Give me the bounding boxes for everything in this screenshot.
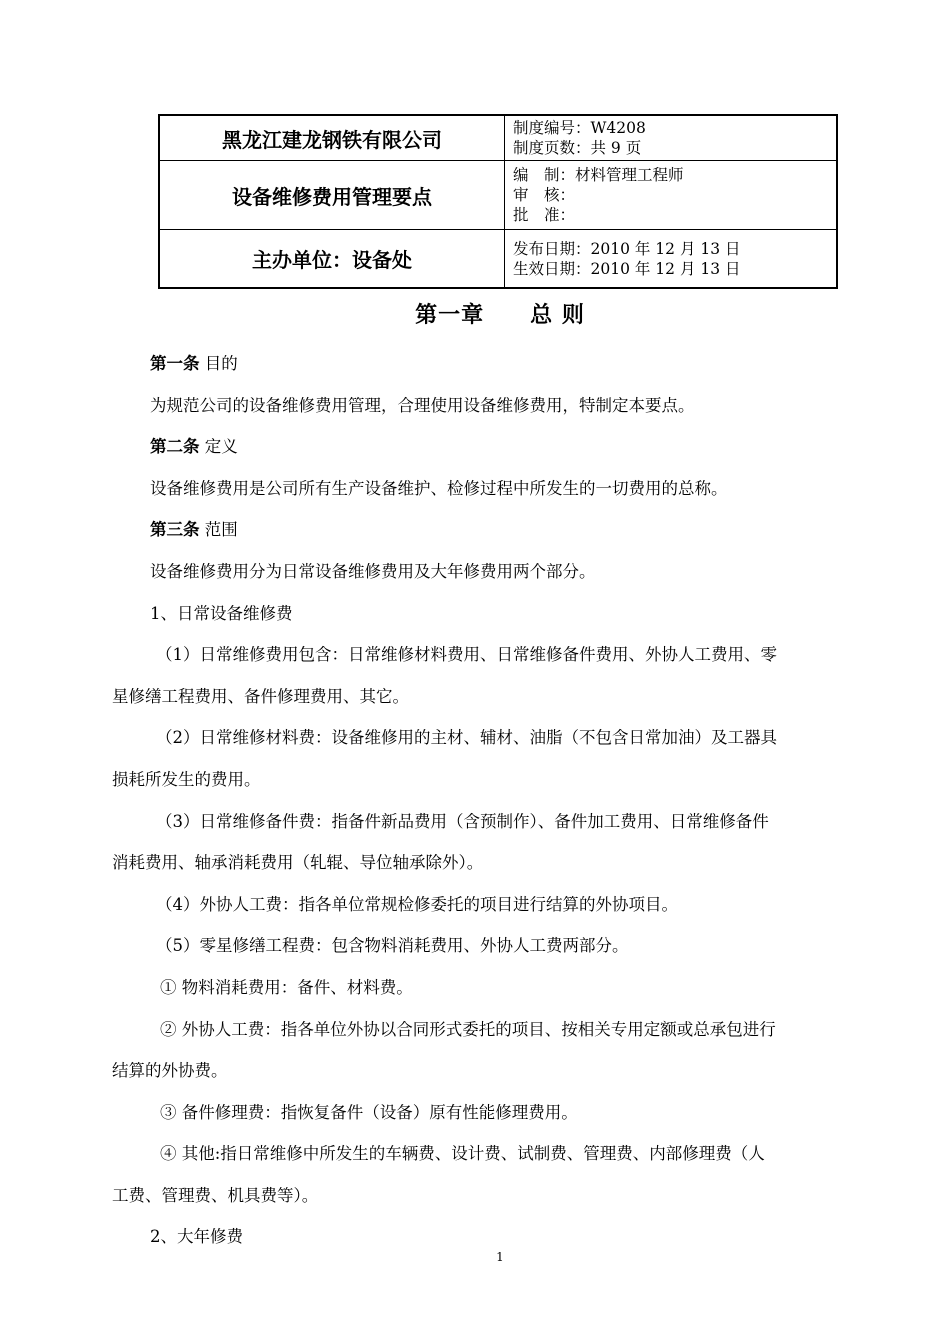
approval-cell bbox=[505, 161, 838, 230]
article-3-heading bbox=[112, 509, 874, 551]
article-label: 第三条 bbox=[150, 520, 200, 540]
page-count: 制度页数：共 9 页 bbox=[513, 139, 642, 157]
effective-date: 生效日期：2010 年 12 月 13 日 bbox=[513, 259, 741, 278]
subitem-4-line-1: ④ 其他:指日常维修中所发生的车辆费、设计费、试制费、管理费、内部修理费（人 bbox=[160, 1144, 765, 1164]
article-1-text: 为规范公司的设备维修费用管理，合理使用设备维修费用，特制定本要点。 bbox=[150, 395, 695, 415]
chapter-title: 第一章 总 则 bbox=[415, 303, 585, 328]
article-3-text: 设备维修费用分为日常设备维修费用及大年修费用两个部分。 bbox=[150, 561, 596, 581]
article-label: 第一条 bbox=[150, 354, 200, 373]
article-2-heading bbox=[112, 426, 874, 468]
document-header-table bbox=[158, 114, 838, 289]
document-body bbox=[112, 343, 874, 1258]
article-title: 目的 bbox=[204, 354, 238, 373]
dates-cell bbox=[505, 230, 838, 289]
item-3-line-2: 消耗费用、轴承消耗费用（轧辊、导位轴承除外）。 bbox=[112, 853, 484, 873]
page-number: 1 bbox=[496, 1250, 504, 1264]
reviewed-by: 审 核： bbox=[513, 186, 576, 204]
host-department: 主办单位：设备处 bbox=[159, 230, 505, 289]
drafted-by: 编 制：材料管理工程师 bbox=[513, 166, 684, 184]
item-2-line-2: 损耗所发生的费用。 bbox=[112, 769, 261, 789]
article-title: 范围 bbox=[204, 520, 238, 540]
subitem-2-line-2: 结算的外协费。 bbox=[112, 1061, 228, 1081]
section-2-heading: 2、大年修费 bbox=[150, 1227, 243, 1247]
doc-number: 制度编号：W4208 bbox=[513, 119, 646, 137]
item-4: （4）外协人工费：指各单位常规检修委托的项目进行结算的外协项目。 bbox=[156, 894, 678, 914]
doc-meta-cell bbox=[505, 115, 838, 161]
section-1-heading: 1、日常设备维修费 bbox=[150, 603, 293, 623]
subitem-4-line-2: 工费、管理费、机具费等）。 bbox=[112, 1185, 319, 1205]
item-1-line-2: 星修缮工程费用、备件修理费用、其它。 bbox=[112, 686, 409, 706]
subitem-1: ① 物料消耗费用：备件、材料费。 bbox=[160, 977, 413, 997]
article-title: 定义 bbox=[204, 437, 238, 457]
item-3-line-1: （3）日常维修备件费：指备件新品费用（含预制作）、备件加工费用、日常维修备件 bbox=[156, 811, 769, 831]
issue-date: 发布日期：2010 年 12 月 13 日 bbox=[513, 239, 741, 258]
item-2-line-1: （2）日常维修材料费：设备维修用的主材、辅材、油脂（不包含日常加油）及工器具 bbox=[156, 728, 777, 748]
approved-by: 批 准： bbox=[513, 206, 576, 224]
article-label: 第二条 bbox=[150, 437, 200, 457]
item-1-line-1: （1）日常维修费用包含：日常维修材料费用、日常维修备件费用、外协人工费用、零 bbox=[156, 645, 777, 665]
company-name: 黑龙江建龙钢铁有限公司 bbox=[159, 115, 505, 161]
document-title: 设备维修费用管理要点 bbox=[159, 161, 505, 230]
item-5: （5）零星修缮工程费：包含物料消耗费用、外协人工费两部分。 bbox=[156, 936, 629, 956]
article-2-text: 设备维修费用是公司所有生产设备维护、检修过程中所发生的一切费用的总称。 bbox=[150, 478, 728, 498]
subitem-3: ③ 备件修理费：指恢复备件（设备）原有性能修理费用。 bbox=[160, 1102, 578, 1122]
subitem-2-line-1: ② 外协人工费：指各单位外协以合同形式委托的项目、按相关专用定额或总承包进行 bbox=[160, 1019, 776, 1039]
article-1-heading bbox=[112, 343, 874, 385]
